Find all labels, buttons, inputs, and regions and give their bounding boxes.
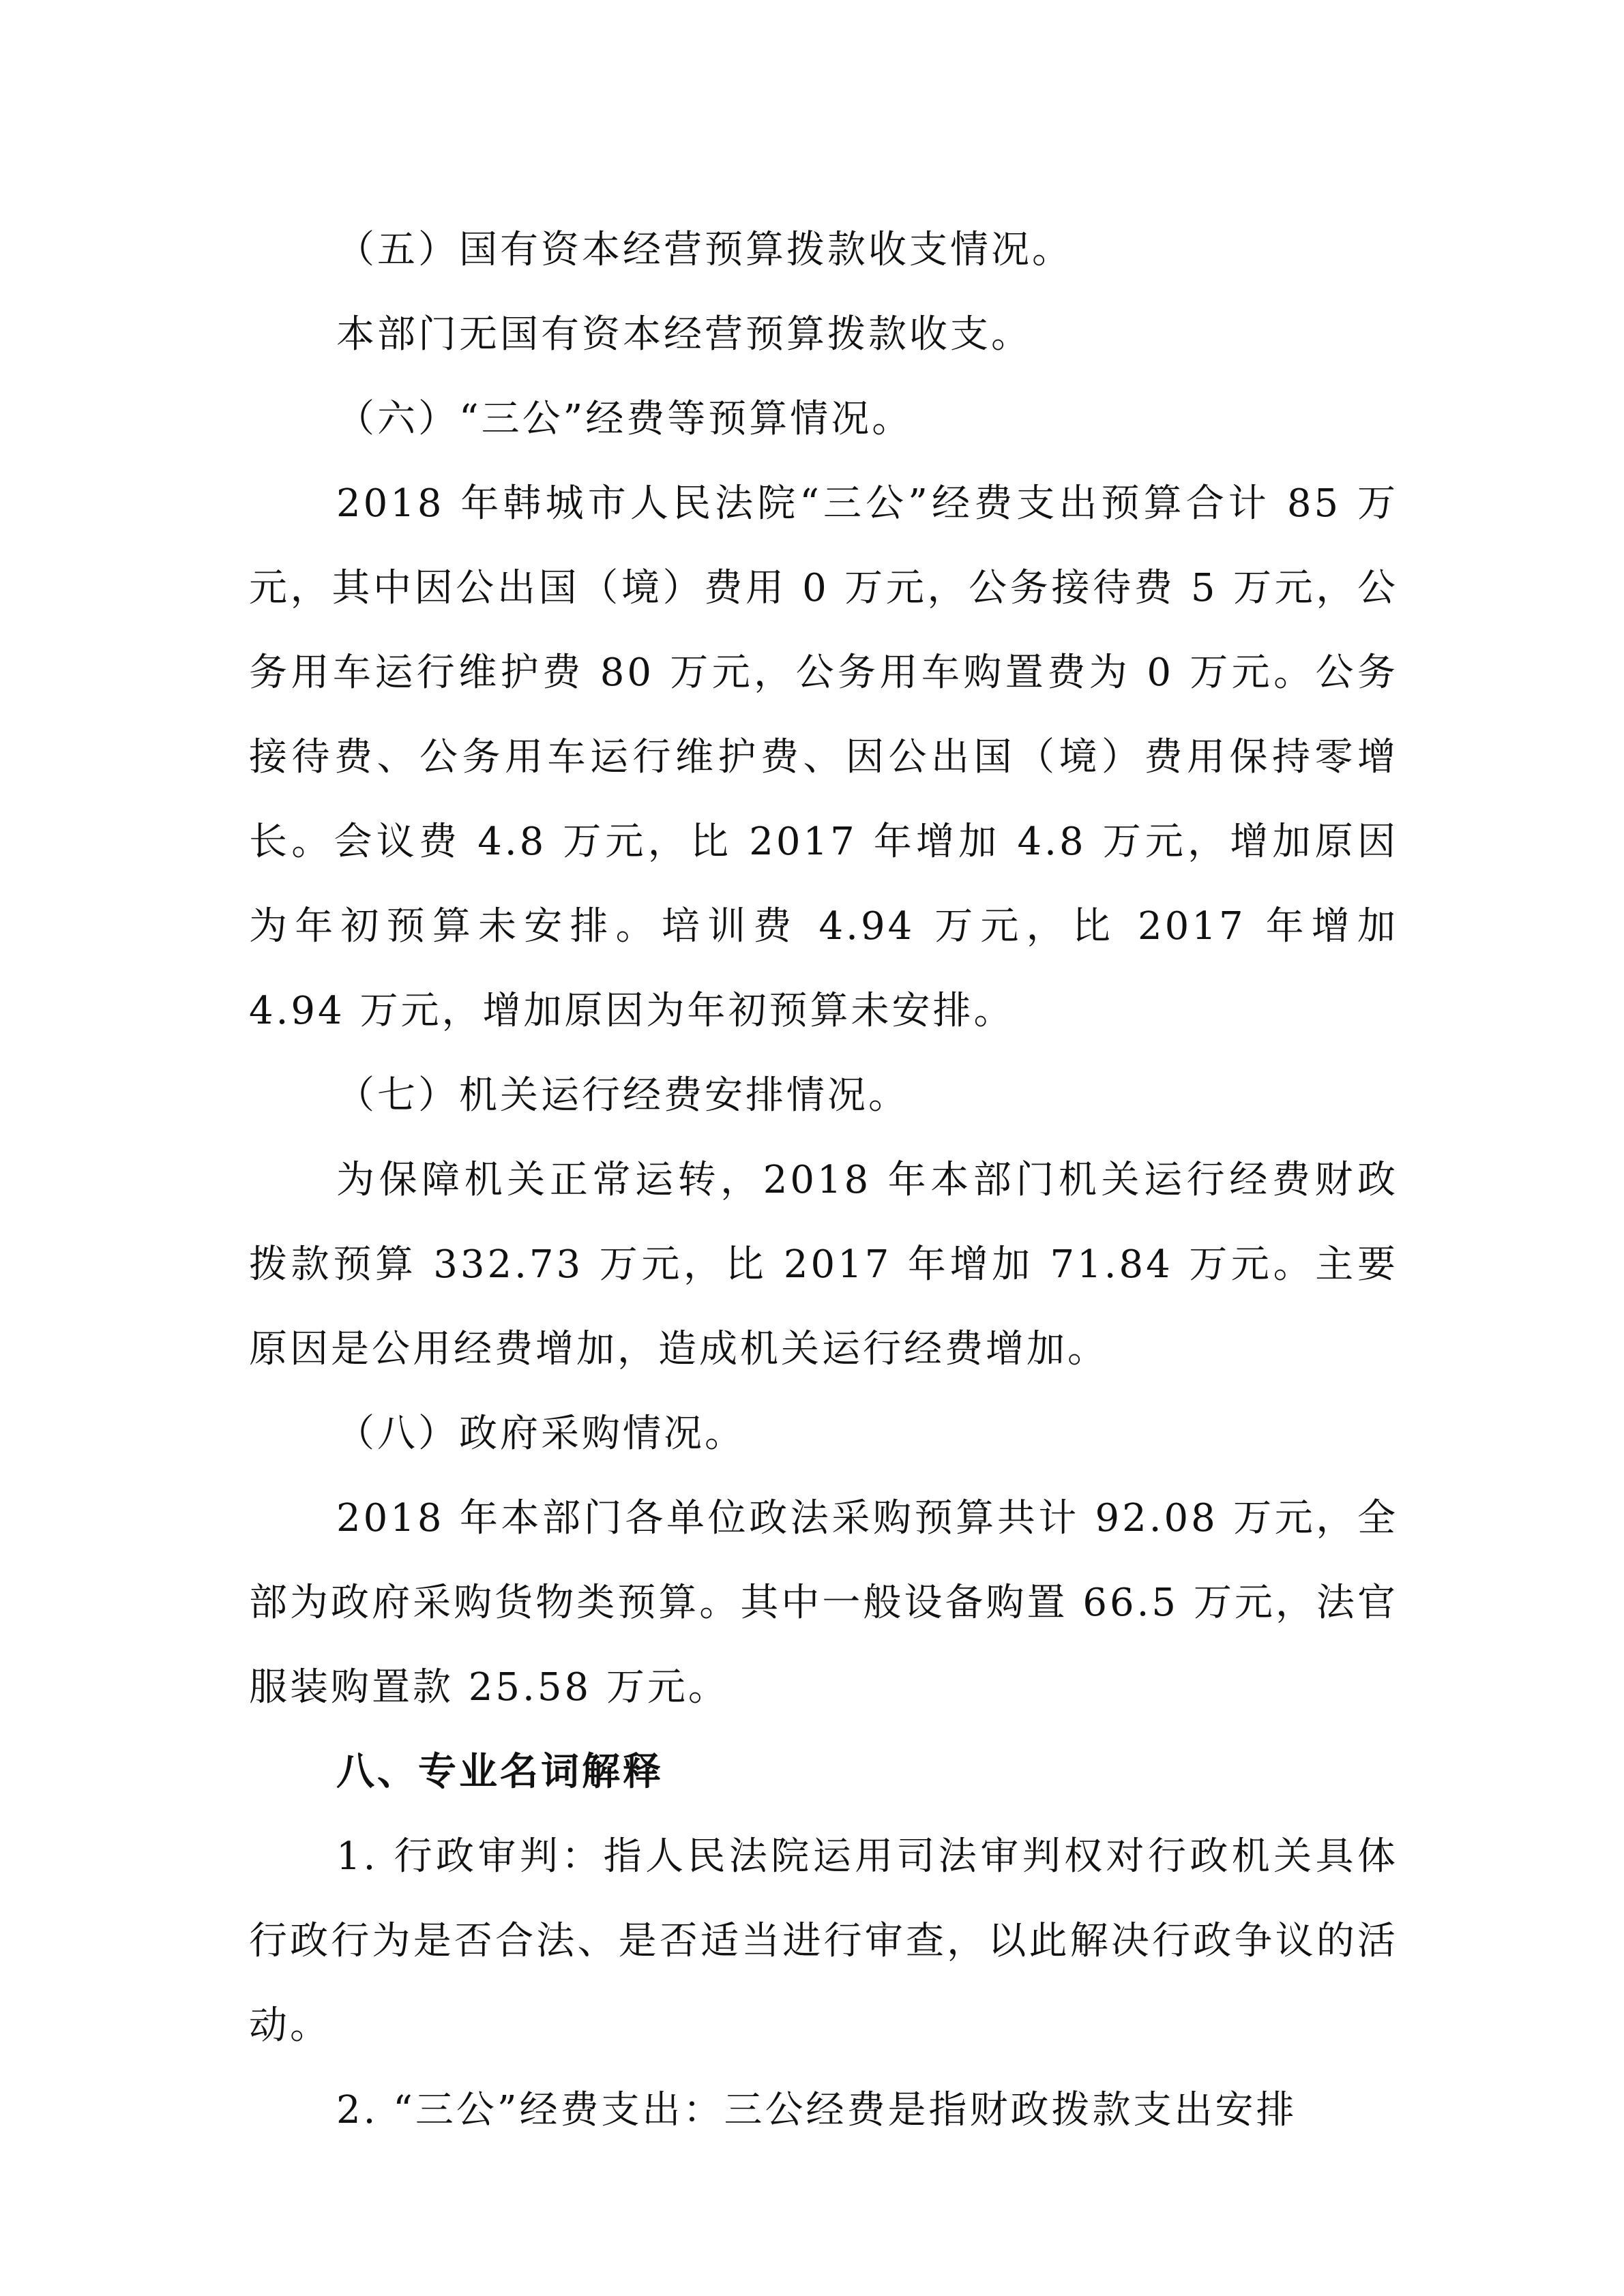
subsection-heading-7: （七）机关运行经费安排情况。 [336, 1073, 909, 1118]
subsection-heading-6: （六）“三公”经费等预算情况。 [336, 397, 913, 441]
subsection-heading-8: （八）政府采购情况。 [336, 1412, 745, 1456]
term-definition: 1. 行政审判：指人民法院运用司法审判权对行政机关具体行政行为是否合法、是否适当进行审查，以此解决行政争议的活动。 [249, 1834, 1398, 2048]
section-heading-8: 八、专业名词解释 [336, 1750, 664, 1794]
subsection-heading-5: （五）国有资本经营预算拨款收支情况。 [336, 228, 1073, 272]
document-body [249, 208, 1398, 2153]
term-definition: 2. “三公”经费支出：三公经费是指财政拨款支出安排 [336, 2088, 1297, 2132]
body-paragraph: 2018 年本部门各单位政法采购预算共计 92.08 万元，全部为政府采购货物类预算。其中一般设备购置 66.5 万元，法官服装购置款 25.58 万元。 [249, 1496, 1398, 1710]
body-paragraph: 2018 年韩城市人民法院“三公”经费支出预算合计 85 万元，其中因公出国（境）费用 0 万元，公务接待费 5 万元，公务用车运行维护费 80 万元，公务用车购置费为 0 万元。公务接待费、公务用车运行维护费、因公出国（境）费用保持零增长。会议费 4.8 万元，比 2017 年增加 4.8 万元，增加原因为年初预算未安排。培训费 4.94 万元，比 2017 年增加 4.94 万元，增加原因为年初预算未安排。 [249, 481, 1398, 1033]
body-paragraph: 为保障机关正常运转，2018 年本部门机关运行经费财政拨款预算 332.73 万元，比 2017 年增加 71.84 万元。主要原因是公用经费增加，造成机关运行经费增加。 [249, 1158, 1398, 1371]
body-paragraph: 本部门无国有资本经营预算拨款收支。 [336, 312, 1032, 357]
